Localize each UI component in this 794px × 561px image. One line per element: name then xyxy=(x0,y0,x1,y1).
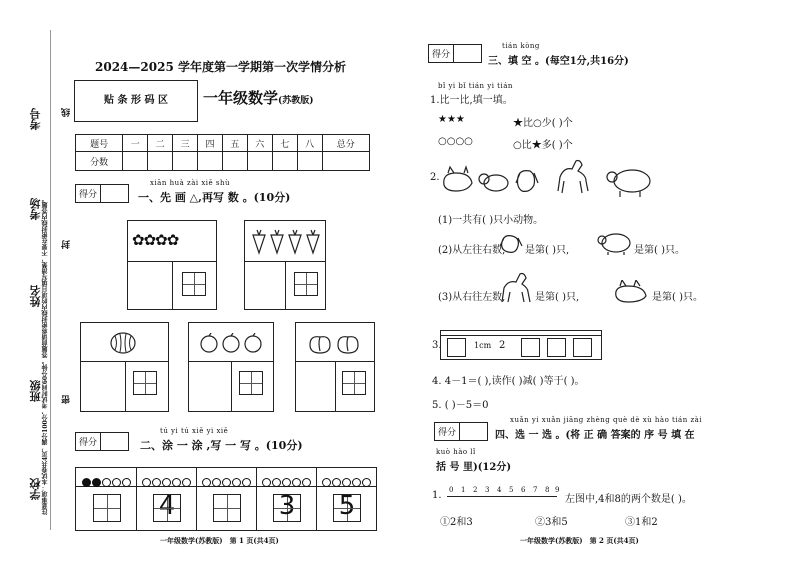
cat-icon xyxy=(612,280,650,304)
score-cell[interactable] xyxy=(322,152,369,171)
flower-icons: ✿✿✿✿ xyxy=(132,231,179,249)
exam-title: 2024—2025 学年度第一学期第一次学情分析 xyxy=(95,60,346,74)
score-head-4: 四 xyxy=(198,135,223,152)
feng-mark: 封 xyxy=(62,240,72,249)
card-carrots xyxy=(244,220,326,310)
xingming-label: 姓名 xyxy=(29,285,42,307)
q4-text[interactable]: 4. 4－1＝( ),读作( )减( )等于( )。 xyxy=(432,376,585,387)
defen-label: 得分 xyxy=(432,50,451,60)
kaochang-label: 考场 xyxy=(29,198,42,220)
answer-square[interactable] xyxy=(447,338,466,357)
q2-3-prefix: (3)从右往左数, xyxy=(438,292,506,303)
notice-text: 注意事项：本试卷共4页，满分100分，考试时间60分钟。答题前请将密封线内的项目填写清楚，不要在密封线内答题。 xyxy=(42,195,49,515)
q6-option-2[interactable]: ②3和5 xyxy=(535,517,568,528)
q6-option-3[interactable]: ③1和2 xyxy=(625,517,658,528)
banji-label: 班级 xyxy=(29,380,42,402)
defen-box-4 xyxy=(434,422,488,441)
dog-icon xyxy=(498,232,524,256)
sec2-title: 二、涂 一 涂 ,写 一 写 。(10分) xyxy=(140,439,303,452)
defen-box-2 xyxy=(75,432,129,451)
score-head-total: 总分 xyxy=(322,135,369,152)
tick-label: 1 xyxy=(461,486,466,494)
tick-label: 5 xyxy=(509,486,514,494)
score-cell[interactable] xyxy=(222,152,247,171)
horse-icon xyxy=(498,272,532,304)
orange-icons xyxy=(199,333,265,353)
xian-mark: 线 xyxy=(62,108,72,117)
q3-label: 3. xyxy=(432,340,442,351)
tick-label: 9 xyxy=(555,486,560,494)
carrot-icons xyxy=(249,229,321,259)
given-number: 4 xyxy=(158,491,176,521)
q2-2-answer-a[interactable]: 是第( )只, xyxy=(525,245,570,256)
answer-grid[interactable] xyxy=(182,272,206,296)
sec1-title: 一、先 画 △,再写 数 。(10分) xyxy=(138,191,291,204)
answer-grid[interactable] xyxy=(273,491,301,522)
answer-grid[interactable] xyxy=(333,491,361,522)
q1-circles: ○○○○ xyxy=(438,136,473,147)
q2-label: 2. xyxy=(430,172,440,183)
q2-2-answer-b[interactable]: 是第( )只。 xyxy=(634,245,685,256)
tick-label: 7 xyxy=(533,486,538,494)
answer-grid[interactable] xyxy=(133,371,157,395)
given-number: 3 xyxy=(278,491,296,521)
score-table xyxy=(75,134,370,171)
answer-square[interactable] xyxy=(521,338,540,357)
q1-answer-a[interactable]: ★比○少( )个 xyxy=(513,118,573,129)
given-number: 5 xyxy=(338,491,356,521)
q1-stars: ★★★ xyxy=(438,114,465,125)
number-line xyxy=(447,486,560,502)
score-head-2: 二 xyxy=(148,135,173,152)
mi-mark: 密 xyxy=(62,395,72,404)
score-head-3: 三 xyxy=(173,135,198,152)
score-head-8: 八 xyxy=(297,135,322,152)
q6-text[interactable]: 左图中,4和8的两个数是( )。 xyxy=(565,494,692,505)
answer-grid[interactable] xyxy=(93,494,121,522)
animals-icon-row xyxy=(440,155,670,200)
tick-label: 2 xyxy=(473,486,478,494)
answer-grid[interactable] xyxy=(153,491,181,522)
q6-label: 1. xyxy=(432,490,442,501)
q5-text[interactable]: 5. ( )－5＝0 xyxy=(432,400,489,411)
score-head-6: 六 xyxy=(247,135,272,152)
watermelon-icon xyxy=(109,331,137,355)
subject-edition: (苏教版) xyxy=(278,96,314,106)
card-oranges xyxy=(188,322,274,412)
barcode-label: 贴 条 形 码 区 xyxy=(104,95,168,106)
q2-3-answer-a[interactable]: 是第( )只, xyxy=(535,292,580,303)
score-head-tihao: 题号 xyxy=(76,135,123,152)
score-cell[interactable] xyxy=(247,152,272,171)
subject-name: 一年级数学 xyxy=(203,89,279,107)
score-cell[interactable] xyxy=(272,152,297,171)
score-head-1: 一 xyxy=(123,135,148,152)
seal-line xyxy=(50,30,51,530)
score-cell[interactable] xyxy=(148,152,173,171)
sec4-pinyin: xuǎn yi xuǎn jiāng zhèng què dè xù hào tián zài xyxy=(510,416,703,424)
q2-2-prefix: (2)从左往右数, xyxy=(438,245,506,256)
beads-5[interactable] xyxy=(322,472,372,491)
card-watermelon xyxy=(80,322,169,412)
sec4-title: 四、选 一 选 。(将 正 确 答案的 序 号 填 在 xyxy=(495,430,695,441)
page2-footer: 一年级数学(苏教版) 第 2 页(共4页) xyxy=(520,536,639,545)
q6-option-1[interactable]: ①2和3 xyxy=(440,517,473,528)
q1-pinyin: bǐ yi bǐ tián yi tián xyxy=(438,82,513,90)
tick-label: 0 xyxy=(449,486,454,494)
score-row-label: 分数 xyxy=(76,152,123,171)
tick-label: 3 xyxy=(485,486,490,494)
score-head-5: 五 xyxy=(222,135,247,152)
card-flowers xyxy=(127,220,217,310)
q1-text: 1.比一比,填一填。 xyxy=(430,95,513,106)
kaohao-label: 考号 xyxy=(29,108,42,130)
card-peaches xyxy=(295,322,375,412)
xuexiao-label: 学校 xyxy=(29,478,42,500)
answer-grid[interactable] xyxy=(213,494,241,522)
answer-square[interactable] xyxy=(573,338,592,357)
score-cell[interactable] xyxy=(123,152,148,171)
q2-1[interactable]: (1)一共有( )只小动物。 xyxy=(438,215,544,226)
barcode-area xyxy=(74,80,198,122)
sec4-pinyin-2: kuò hào lǐ xyxy=(436,448,476,456)
defen-label: 得分 xyxy=(79,190,98,200)
sec2-pinyin: tú yi tú xiě yi xiě xyxy=(160,427,229,435)
q1-answer-b[interactable]: ○比★多( )个 xyxy=(513,140,573,151)
defen-label: 得分 xyxy=(438,428,457,438)
answer-grid[interactable] xyxy=(342,371,366,395)
page1-footer: 一年级数学(苏教版) 第 1 页(共4页) xyxy=(160,536,279,545)
answer-grid[interactable] xyxy=(294,272,318,296)
defen-box-1 xyxy=(75,184,129,203)
score-cell[interactable] xyxy=(297,152,322,171)
coloring-table xyxy=(75,467,377,531)
subject-title xyxy=(203,87,314,108)
q3-unit: 1cm xyxy=(474,341,492,350)
sec3-title: 三、填 空 。(每空1分,共16分) xyxy=(488,56,629,67)
tick-label: 4 xyxy=(497,486,502,494)
answer-square[interactable] xyxy=(547,338,566,357)
score-cell[interactable] xyxy=(198,152,223,171)
score-cell[interactable] xyxy=(173,152,198,171)
pig-icon xyxy=(596,230,632,256)
q3-value: 2 xyxy=(499,340,506,351)
score-head-7: 七 xyxy=(272,135,297,152)
tick-label: 8 xyxy=(545,486,550,494)
answer-grid[interactable] xyxy=(239,371,263,395)
q2-3-answer-b[interactable]: 是第( )只。 xyxy=(652,292,703,303)
beads-4[interactable] xyxy=(262,472,312,491)
defen-box-3 xyxy=(428,44,482,63)
sec3-pinyin: tián kòng xyxy=(502,42,540,50)
beads-1[interactable] xyxy=(82,472,132,491)
beads-2[interactable] xyxy=(142,472,192,491)
beads-3[interactable] xyxy=(202,472,252,491)
sec4-title-2: 括 号 里)(12分) xyxy=(436,462,512,473)
sec1-pinyin: xiān huà zài xiě shù xyxy=(150,179,230,187)
peach-icons xyxy=(306,331,362,355)
tick-label: 6 xyxy=(521,486,526,494)
q3-ruler xyxy=(440,330,602,360)
defen-label: 得分 xyxy=(79,438,98,448)
